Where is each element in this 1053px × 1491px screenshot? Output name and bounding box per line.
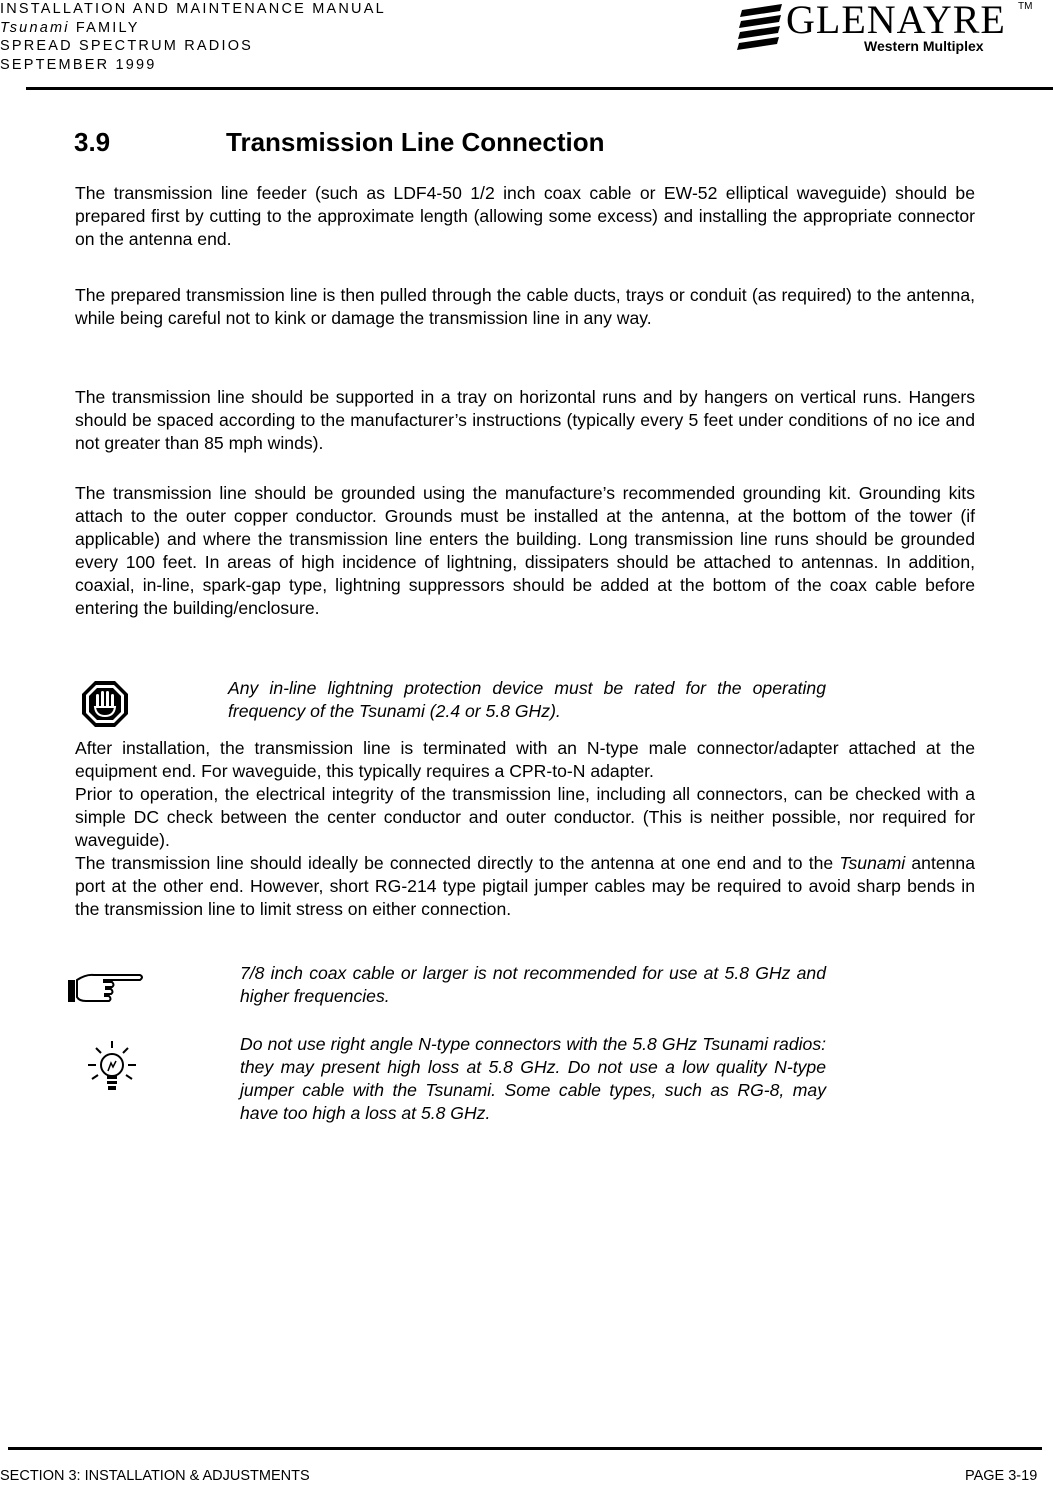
footer-rule	[8, 1447, 1042, 1450]
paragraph-antenna-connection: The transmission line should ideally be connected directly to the antenna at one end and to the Tsunami antenna port at the other end. However, short RG-214 type pigtail jumper cables may be required to avoid sharp bends in the transmission line to limit stress on either connection.	[75, 853, 975, 919]
paragraph-pulling-line: The prepared transmission line is then pulled through the cable ducts, trays or conduit (as required) to the antenna, while being careful not to kink or damage the transmission line in any way.	[75, 285, 975, 328]
paragraph-grounding: The transmission line should be grounded using the manufacture’s recommended grounding kit. Grounding kits attach to the outer copper conductor. Grounds must be installed at the antenna, at the bottom of the tower (if applicable) and where the transmission line enters the building. Long transmission line runs should be grounded every 100 feet. In areas of high incidence of lightning, dissipaters should be attached to antennas. In addition, coaxial, in-line, spark-gap type, lightning suppressors should be added at the bottom of the coax cable before entering the building/enclosure.	[75, 483, 975, 618]
paragraph-dc-check: Prior to operation, the electrical integrity of the transmission line, including all connectors, can be checked with a simple DC check between the center conductor and outer conductor. (This is neither possible, nor required for waveguide).	[75, 784, 975, 850]
paragraph-feeder-preparation: The transmission line feeder (such as LDF4-50 1/2 inch coax cable or EW-52 elliptical waveguide) should be prepared first by cutting to the approximate length (allowing some excess) and installing the appropriate connector on the antenna end.	[75, 183, 975, 249]
note-lightning-protection: Any in-line lightning protection device must be rated for the operating frequency of the Tsunami (2.4 or 5.8 GHz).	[228, 678, 826, 721]
note-coax-size: 7/8 inch coax cable or larger is not recommended for use at 5.8 GHz and higher frequencies.	[240, 963, 826, 1006]
header-family-suffix: FAMILY	[69, 19, 140, 36]
footer-section: SECTION 3: INSTALLATION & ADJUSTMENTS	[0, 1468, 310, 1484]
header-family-name: Tsunami	[0, 19, 70, 36]
logo-trademark: TM	[1018, 1, 1033, 12]
stop-hand-icon	[80, 679, 130, 729]
logo-brand: GLENAYRE	[786, 0, 1006, 42]
note-connectors-tip: Do not use right angle N-type connectors with the 5.8 GHz Tsunami radios: they may present high loss at 5.8 GHz. Do not use a low quality N-type jumper cable with the Tsunami. Some cable types, such as RG-8, may have too high a loss at 5.8 GHz.	[240, 1034, 826, 1123]
lightbulb-tip-icon	[84, 1039, 140, 1099]
paragraph-supports: The transmission line should be supported in a tray on horizontal runs and by hangers on vertical runs. Hangers should be spaced according to the manufacturer’s instructions (typically every 5 feet under conditions of no ice and not greater than 85 mph winds).	[75, 387, 975, 453]
logo-subtitle: Western Multiplex	[864, 38, 984, 54]
glenayre-stripes-icon	[736, 2, 786, 54]
header-date: SEPTEMBER 1999	[0, 56, 157, 73]
section-title: Transmission Line Connection	[226, 127, 605, 157]
section-number: 3.9	[74, 127, 111, 157]
header-family	[0, 19, 386, 38]
footer-page-number: PAGE 3-19	[965, 1468, 1038, 1484]
paragraph-termination	[75, 737, 975, 921]
glenayre-logo	[736, 0, 1036, 58]
header-manual-title: INSTALLATION AND MAINTENANCE MANUAL	[0, 1, 386, 17]
paragraph-connector: After installation, the transmission line is terminated with an N-type male connector/adapter attached at the equipment end. For waveguide, this typically requires a CPR-to-N adapter.	[75, 738, 975, 781]
section-heading	[74, 126, 605, 158]
header-rule	[26, 87, 1053, 90]
running-header	[0, 0, 386, 74]
pointing-hand-icon	[66, 966, 146, 1008]
header-product: SPREAD SPECTRUM RADIOS	[0, 38, 254, 54]
